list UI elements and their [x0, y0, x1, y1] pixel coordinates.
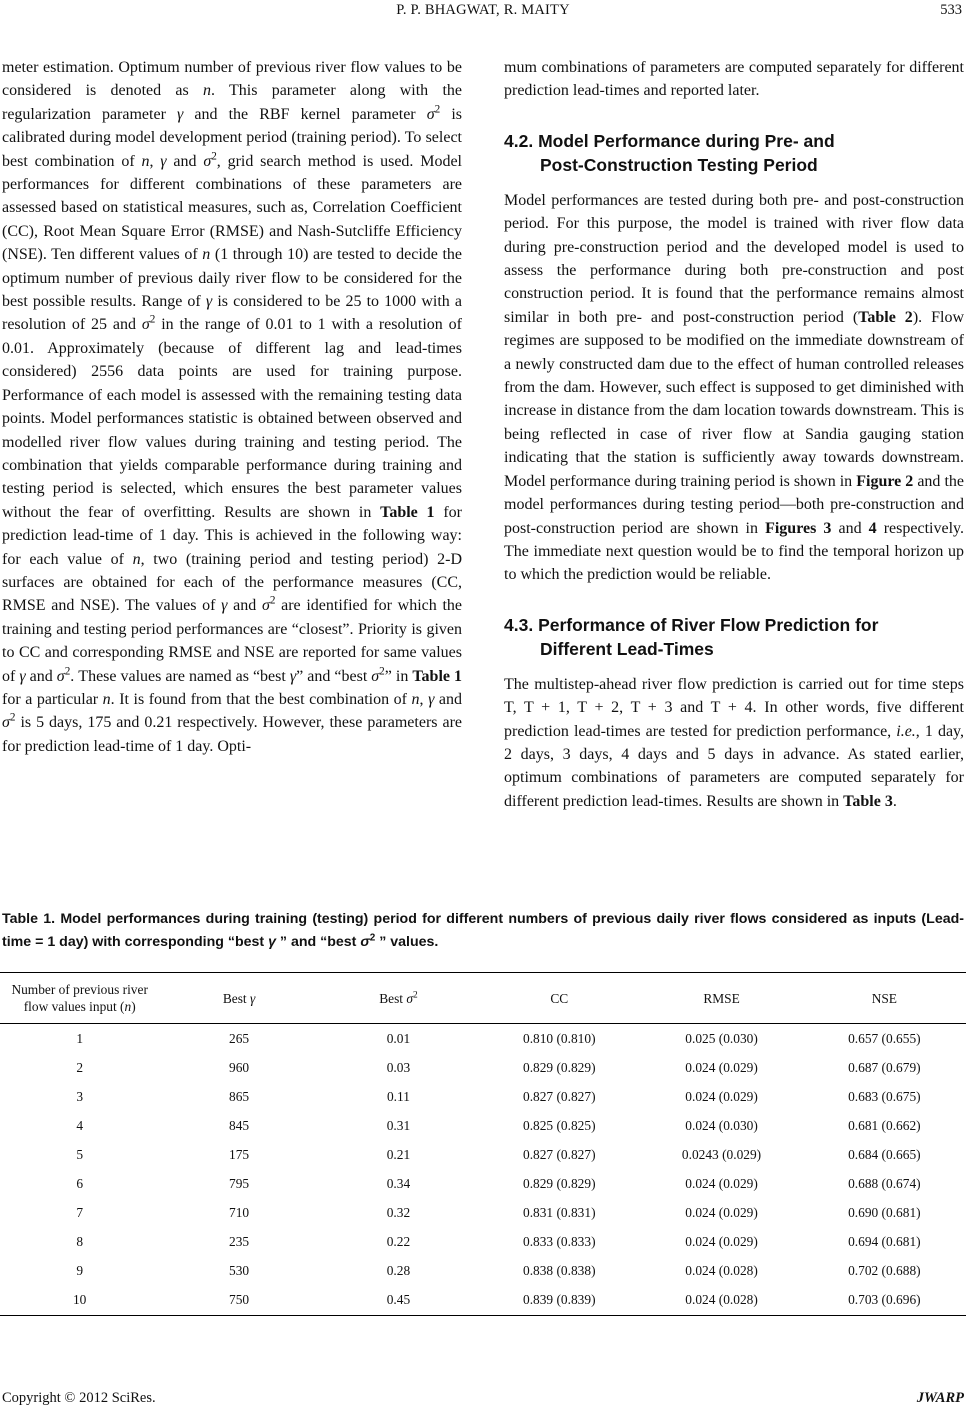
cell-best-sigma: 0.45 — [319, 1286, 478, 1316]
cell-cc: 0.810 (0.810) — [523, 1030, 596, 1046]
cell-nse: 0.694 (0.681) — [848, 1234, 921, 1250]
cell-rmse: 0.024 (0.030) — [685, 1117, 758, 1133]
header-n: Number of previous river flow values input (n) — [0, 973, 159, 1024]
table-row — [0, 1199, 966, 1228]
cell-cc: 0.838 (0.838) — [523, 1263, 596, 1279]
table-row — [0, 1053, 966, 1082]
cell-n: 7 — [76, 1205, 84, 1221]
cell-rmse: 0.024 (0.029) — [685, 1059, 758, 1075]
cell-best-sigma: 0.21 — [386, 1146, 411, 1162]
cell-cc: 0.839 (0.839) — [478, 1286, 640, 1316]
right-column-text — [504, 56, 964, 813]
cell-n: 2 — [76, 1059, 84, 1075]
table1 — [0, 972, 966, 1316]
cell-rmse: 0.024 (0.029) — [685, 1234, 758, 1250]
cell-best-gamma: 265 — [229, 1030, 250, 1046]
header-rmse: RMSE — [640, 973, 802, 1024]
cell-n: 5 — [76, 1146, 84, 1162]
cell-nse: 0.657 (0.655) — [848, 1030, 921, 1046]
journal-abbrev: JWARP — [916, 1390, 964, 1406]
cell-best-gamma: 530 — [229, 1263, 250, 1279]
cell-rmse: 0.024 (0.028) — [640, 1286, 802, 1316]
table-row — [0, 1257, 966, 1286]
table-row — [0, 1169, 966, 1198]
cell-nse: 0.702 (0.688) — [848, 1263, 921, 1279]
cell-best-gamma: 710 — [229, 1205, 250, 1221]
left-column-paragraph: meter estimation. Optimum number of previous river flow values to be considered is denoted as n. This parameter along with the regularization parameter γ and the RBF kernel parameter $\sigma^2$ is calibrated during model development period (training period). To select best combination of n, γ and $\sigma^2$, grid search method is used. Model performances for different combinations of these parameters are assessed based on statistical measures, such as, Correlation Coefficient (CC), Root Mean Square Error (RMSE) and Nash-Sutcliffe Efficiency (NSE). Ten different values of n (1 through 10) are tested to decide the optimum number of previous daily river flow to be considered for the best possible results. Range of γ is considered to be 25 to 1000 with a resolution of 25 and $\sigma^2$ in the range of 0.01 to 1 with a resolution of 0.01. Approximately (because of different lag and lead-times considered) 2556 data points are used for training purpose. Performance of each model is assessed with the remaining testing data points. Model performances statistic is obtained between observed and modelled river flow values during training and testing period. The combination that yields comparable performance during training and testing period is selected, which ensures the best parameter values without the fear of overfitting. Results are shown in Table 1 for prediction lead-time of 1 day. This is achieved in the following way: for each value of n, two (training period and testing period) 2-D surfaces are obtained for each of the performance measures (CC, RMSE and NSE). The values of γ and $\sigma^2$ are identified for which the training and testing period performances are “closest”. Priority is given to CC and corresponding RMSE and NSE are reported for same values of γ and $\sigma^2$. These values are named as “best γ” and “best $\sigma^2$” in Table 1 for a particular n. It is found from that the best combination of n, γ and $\sigma^2$ is 5 days, 175 and 0.21 respectively. However, these parameters are for prediction lead-time of 1 day. Opti- — [2, 59, 463, 755]
cell-best-gamma: 795 — [229, 1176, 250, 1192]
cell-rmse: 0.024 (0.029) — [685, 1088, 758, 1104]
section-heading-4-2: 4.2. Model Performance during Pre- and Post-Construction Testing Period — [504, 130, 835, 175]
cell-n: 4 — [76, 1117, 84, 1133]
section-heading-4-3: 4.3. Performance of River Flow Prediction for Different Lead-Times — [504, 614, 879, 659]
cell-nse: 0.684 (0.665) — [848, 1146, 921, 1162]
header-cc: CC — [478, 973, 640, 1024]
cell-cc: 0.825 (0.825) — [523, 1117, 596, 1133]
cell-best-gamma: 175 — [229, 1146, 250, 1162]
header-nse: NSE — [803, 973, 966, 1024]
cell-rmse: 0.024 (0.028) — [685, 1263, 758, 1279]
table1-caption: Table 1. Model performances during training (testing) period for different numbers of previous daily river flows considered as inputs (Lead-time = 1 day) with corresponding “best γ ” and “best $\sigma^2$ ” values. — [2, 911, 964, 950]
cell-best-sigma: 0.11 — [386, 1088, 410, 1104]
intro-paragraph: mum combinations of parameters are computed separately for different prediction lead-times and reported later. — [504, 59, 964, 100]
cell-cc: 0.829 (0.829) — [523, 1176, 596, 1192]
cell-cc: 0.827 (0.827) — [523, 1146, 596, 1162]
cell-n: 8 — [76, 1234, 84, 1250]
cell-best-sigma: 0.03 — [386, 1059, 411, 1075]
left-column-text — [2, 56, 462, 758]
table-row — [0, 1228, 966, 1257]
table1-ref: Table 1 — [380, 503, 435, 521]
cell-n: 9 — [76, 1263, 84, 1279]
cell-n: 6 — [76, 1176, 84, 1192]
header-best-sigma: Best $\sigma^2$ — [319, 973, 478, 1024]
cell-best-sigma: 0.34 — [386, 1176, 411, 1192]
cell-best-sigma: 0.31 — [386, 1117, 411, 1133]
page-footer — [2, 1390, 964, 1407]
table2-ref: Table 2 — [858, 308, 913, 326]
running-header — [0, 0, 966, 24]
cell-best-gamma: 235 — [229, 1234, 250, 1250]
table-row — [0, 1024, 966, 1054]
cell-best-gamma: 960 — [229, 1059, 250, 1075]
cell-n: 3 — [76, 1088, 84, 1104]
cell-nse: 0.681 (0.662) — [848, 1117, 921, 1133]
cell-n: 1 — [76, 1030, 84, 1046]
cell-best-gamma: 750 — [159, 1286, 318, 1316]
cell-nse: 0.690 (0.681) — [848, 1205, 921, 1221]
cell-cc: 0.829 (0.829) — [523, 1059, 596, 1075]
cell-rmse: 0.024 (0.029) — [685, 1176, 758, 1192]
cell-cc: 0.831 (0.831) — [523, 1205, 596, 1221]
header-best-gamma: Best γ — [159, 973, 318, 1024]
cell-best-sigma: 0.01 — [386, 1030, 411, 1046]
cell-best-sigma: 0.32 — [386, 1205, 411, 1221]
cell-best-sigma: 0.22 — [386, 1234, 411, 1250]
table3-ref: Table 3 — [843, 792, 893, 810]
table-row — [0, 1111, 966, 1140]
cell-best-gamma: 845 — [229, 1117, 250, 1133]
table-row — [0, 1286, 966, 1316]
cell-nse: 0.687 (0.679) — [848, 1059, 921, 1075]
cell-n: 10 — [0, 1286, 159, 1316]
cell-best-gamma: 865 — [229, 1088, 250, 1104]
cell-cc: 0.827 (0.827) — [523, 1088, 596, 1104]
cell-best-sigma: 0.28 — [386, 1263, 411, 1279]
section-4-2-paragraph: Model performances are tested during both pre- and post-construction period. For this purpose, the model is trained with river flow data during pre-construction period and the developed model is used to assess the performance during both pre-construction and post construction period. It is found that the performance remains almost similar in both pre- and post-construction period (Table 2). Flow regimes are supposed to be modified on the immediate downstream of a newly constructed dam due to the effect of human controlled releases from the dam. However, such effect is supposed to get diminished with increase in distance from the dam location towards downstream. This is being reflected in case of river flow at Sandia gauging station indicating that the station is sufficiently away towards downstream. Model performance during training period is shown in Figure 2 and the model performances during testing period—both pre-construction and post-construction period are shown in Figures 3 and 4 respectively. The immediate next question would be to find the temporal horizon up to which the prediction would be reliable. — [504, 191, 965, 584]
cell-nse: 0.703 (0.696) — [803, 1286, 966, 1316]
table-row — [0, 1140, 966, 1169]
cell-rmse: 0.024 (0.029) — [685, 1205, 758, 1221]
figure2-ref: Figure 2 — [856, 472, 914, 490]
table-row — [0, 1082, 966, 1111]
copyright-notice: Copyright © 2012 SciRes. — [2, 1390, 156, 1406]
section-4-3-paragraph: The multistep-ahead river flow prediction is carried out for time steps T, T + 1, T + 2, T + 3 and T + 4. In other words, five different prediction lead-times are tested for prediction performance, i.e., 1 day, 2 days, 3 days, 4 days and 5 days in advance. As stated earlier, optimum combinations of parameters are computed separately for different prediction lead-times. Results are shown in Table 3. — [504, 675, 965, 810]
cell-rmse: 0.0243 (0.029) — [681, 1146, 762, 1162]
cell-nse: 0.688 (0.674) — [848, 1176, 921, 1192]
table1-ref: Table 1 — [412, 667, 463, 685]
figure4-ref: 4 — [868, 519, 877, 537]
table-header-row — [0, 973, 966, 1024]
running-header-authors: P. P. BHAGWAT, R. MAITY — [396, 2, 570, 18]
cell-rmse: 0.025 (0.030) — [685, 1030, 758, 1046]
page-number: 533 — [940, 2, 962, 18]
cell-cc: 0.833 (0.833) — [523, 1234, 596, 1250]
figure3-ref: Figures 3 — [765, 519, 832, 537]
cell-nse: 0.683 (0.675) — [848, 1088, 921, 1104]
table1-body — [0, 1024, 966, 1316]
